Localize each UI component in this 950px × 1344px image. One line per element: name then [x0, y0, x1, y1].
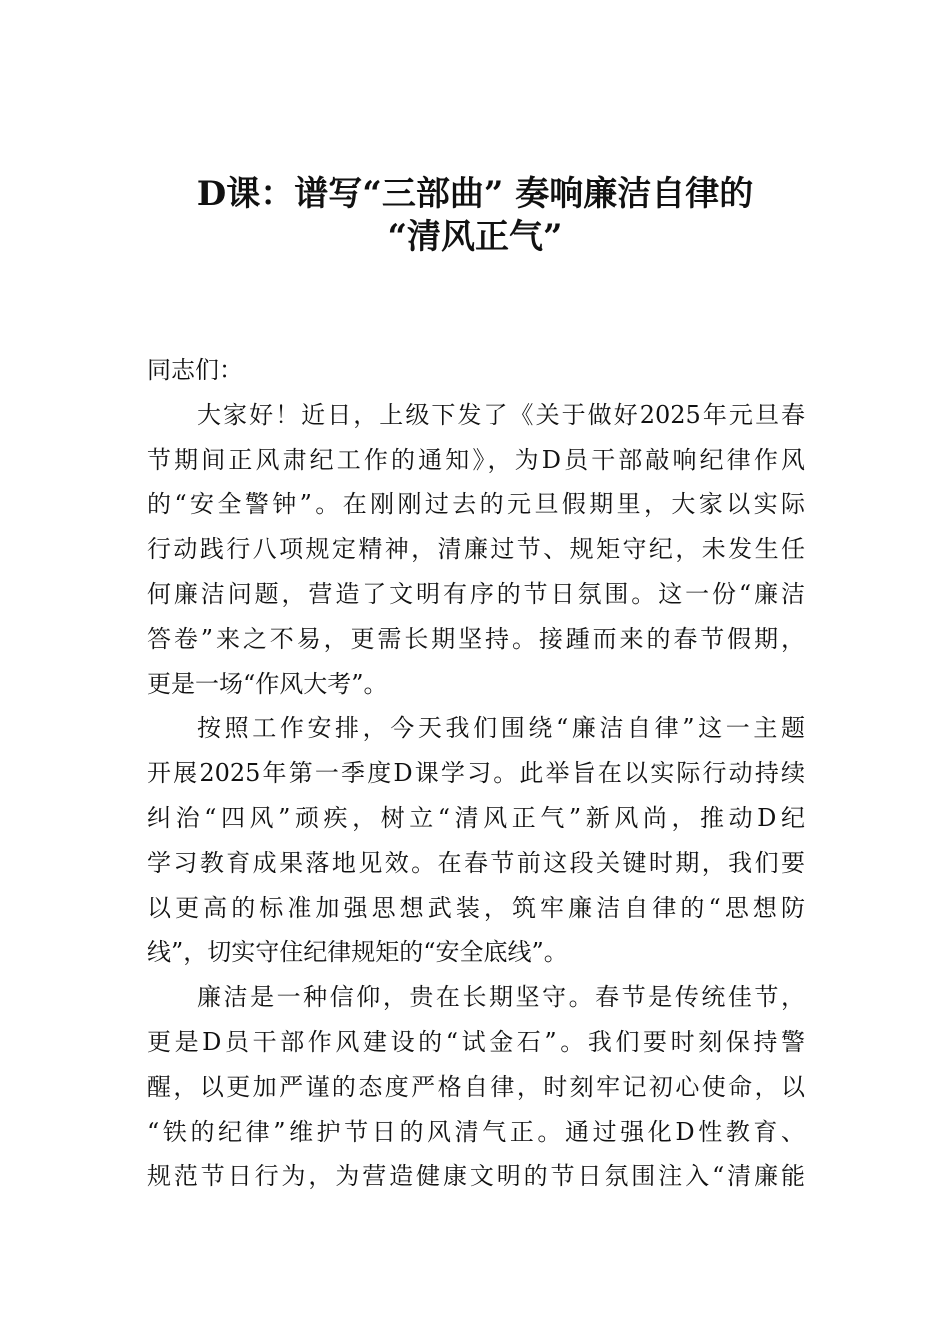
document-title-line-1: D课：谱写“三部曲” 奏响廉洁自律的 — [196, 174, 754, 214]
text-line: 大家好！近日，上级下发了《关于做好2025年元旦春 — [197, 400, 805, 429]
text-line: 纠治“四风”顽疾，树立“清风正气”新风尚，推动D纪 — [147, 803, 805, 832]
text-line: 廉洁是一种信仰，贵在长期坚守。春节是传统佳节， — [197, 983, 805, 1012]
text-line: 答卷”来之不易，更需长期坚持。接踵而来的春节假期， — [147, 624, 805, 653]
text-line: 更是D员干部作风建设的“试金石”。我们要时刻保持警 — [147, 1027, 805, 1056]
text-line: 规范节日行为，为营造健康文明的节日氛围注入“清廉能 — [147, 1162, 805, 1191]
text-line: 醒，以更加严谨的态度严格自律，时刻牢记初心使命，以 — [147, 1072, 805, 1101]
text-line: 更是一场“作风大考”。 — [147, 669, 388, 698]
text-line: 何廉洁问题，营造了文明有序的节日氛围。这一份“廉洁 — [147, 579, 805, 608]
text-line: “铁的纪律”维护节日的风清气正。通过强化D性教育、 — [147, 1117, 805, 1146]
text-line: 学习教育成果落地见效。在春节前这段关键时期，我们要 — [147, 848, 805, 877]
text-line: 的“安全警钟”。在刚刚过去的元旦假期里，大家以实际 — [147, 490, 805, 519]
paragraph-3 — [147, 975, 805, 1199]
document-title-line-2: “清风正气” — [387, 217, 563, 257]
text-line: 以更高的标准加强思想武装，筑牢廉洁自律的“思想防 — [147, 893, 805, 922]
paragraph-2 — [147, 706, 805, 975]
text-line: 节期间正风肃纪工作的通知》，为D员干部敲响纪律作风 — [147, 445, 805, 474]
paragraph-1 — [147, 393, 805, 707]
salutation: 同志们： — [147, 356, 243, 384]
document-body — [147, 348, 805, 1199]
text-line: 开展2025年第一季度D课学习。此举旨在以实际行动持续 — [147, 759, 805, 788]
text-line: 按照工作安排，今天我们围绕“廉洁自律”这一主题 — [197, 714, 805, 743]
text-line: 线”，切实守住纪律规矩的“安全底线”。 — [147, 938, 568, 967]
text-line: 行动践行八项规定精神，清廉过节、规矩守纪，未发生任 — [147, 535, 805, 564]
